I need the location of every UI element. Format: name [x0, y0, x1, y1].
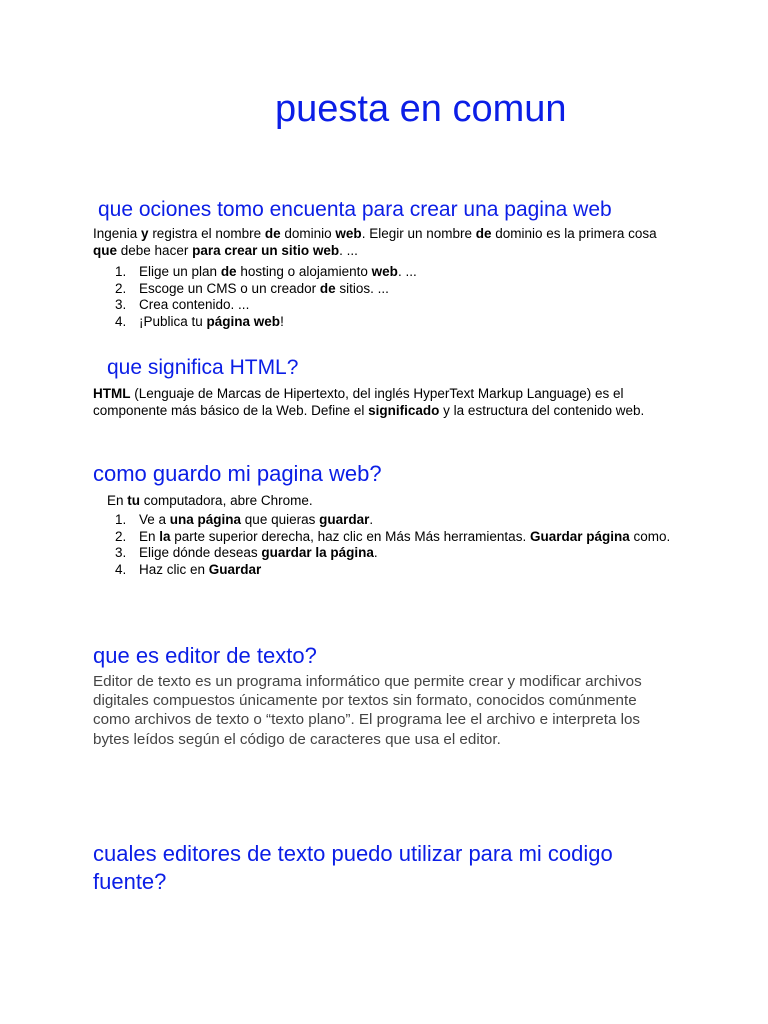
- text-run: dominio es la primera cosa: [491, 226, 657, 241]
- text-run: hosting o alojamiento: [236, 264, 372, 279]
- section-heading-guardar: como guardo mi pagina web?: [93, 461, 382, 486]
- bold-text: web: [335, 226, 362, 241]
- list-item-number: 3.: [115, 545, 127, 561]
- text-run: dominio: [280, 226, 336, 241]
- list-item-number: 2.: [115, 280, 127, 296]
- document-title: puesta en comun: [275, 88, 567, 130]
- text-run: . ...: [339, 243, 358, 258]
- bold-text: guardar: [319, 512, 370, 527]
- bold-text: de: [264, 226, 281, 241]
- text-run: En: [107, 493, 128, 508]
- text-run: . Elegir un nombre: [361, 226, 476, 241]
- text-run: .: [373, 545, 378, 561]
- text-run: (Lenguaje de Marcas de Hipertexto, del inglés HyperText Markup Language) es el componente más básico de la Web. Define el: [93, 386, 624, 418]
- text-run: sitios. ...: [335, 280, 389, 296]
- list-item-number: 2.: [115, 528, 127, 544]
- bold-text: guardar la página: [261, 545, 374, 561]
- text-run: .: [369, 512, 374, 527]
- bold-text: para crear un sitio web: [192, 243, 340, 258]
- bold-text: que: [93, 243, 118, 258]
- bold-text: de: [475, 226, 492, 241]
- list-item-number: 1.: [115, 264, 127, 279]
- list-item: [93, 297, 693, 314]
- section-heading-editor: que es editor de texto?: [93, 643, 317, 668]
- text-run: Elige un plan: [139, 264, 221, 279]
- text-run: Crea contenido. ...: [139, 297, 250, 313]
- text-run: registra el nombre: [148, 226, 265, 241]
- bold-text: la: [159, 528, 171, 544]
- section-paragraph-editor: Editor de texto es un programa informático que permite crear y modificar archivos digitales compuestos únicamente por textos sin formato, conocidos comúnmente como archivos de texto o “texto plano”. El programa lee el archivo e interpreta los bytes leídos según el código de caracteres que usa el editor.: [93, 673, 642, 748]
- steps-list-guardar: [93, 512, 673, 579]
- section-paragraph-crear-pagina: [93, 225, 683, 259]
- text-run: En: [139, 528, 160, 544]
- text-run: Ve a: [139, 512, 170, 527]
- text-run: . ...: [397, 264, 417, 279]
- section-paragraph-html: [93, 385, 683, 419]
- text-run: que quieras: [241, 512, 320, 527]
- list-item: [93, 512, 673, 529]
- text-run: computadora, abre Chrome.: [140, 493, 313, 508]
- text-run: !: [280, 314, 284, 330]
- text-run: ¡Publica tu: [139, 314, 207, 330]
- list-item: [93, 529, 673, 546]
- section-intro-guardar: [107, 492, 687, 509]
- steps-list-crear-pagina: [93, 264, 693, 331]
- bold-text: web: [371, 264, 398, 279]
- bold-text: una página: [169, 512, 242, 527]
- section-heading-crear-pagina: que ociones tomo encuenta para crear una pagina web: [98, 198, 612, 221]
- list-item-number: 4.: [115, 562, 127, 578]
- bold-text: tu: [127, 493, 141, 508]
- bold-text: de: [319, 280, 336, 296]
- list-item: [93, 314, 693, 331]
- list-item: [93, 562, 673, 579]
- text-run: parte superior derecha, haz clic en Más Más herramientas.: [170, 528, 530, 544]
- list-item: [93, 545, 673, 562]
- text-run: debe hacer: [117, 243, 193, 258]
- text-run: Ingenia: [93, 226, 142, 241]
- bold-text: HTML: [93, 386, 131, 401]
- text-run: Escoge un CMS o un creador: [139, 280, 320, 296]
- bold-text: Guardar: [208, 562, 262, 578]
- bold-text: significado: [368, 403, 440, 418]
- text-run: como.: [629, 528, 671, 544]
- list-item: [93, 281, 693, 298]
- list-item-number: 4.: [115, 314, 127, 330]
- bold-text: de: [220, 264, 237, 279]
- bold-text: Guardar página: [529, 528, 630, 544]
- list-item: [93, 264, 693, 281]
- text-run: y la estructura del contenido web.: [439, 403, 645, 418]
- list-item-number: 3.: [115, 297, 127, 313]
- section-heading-html: que significa HTML?: [107, 356, 299, 379]
- bold-text: y: [141, 226, 149, 241]
- text-run: Elige dónde deseas: [139, 545, 262, 561]
- list-item-number: 1.: [115, 512, 127, 527]
- section-heading-editores: cuales editores de texto puedo utilizar para mi codigo fuente?: [93, 841, 613, 894]
- text-run: Haz clic en: [139, 562, 209, 578]
- bold-text: página web: [206, 314, 281, 330]
